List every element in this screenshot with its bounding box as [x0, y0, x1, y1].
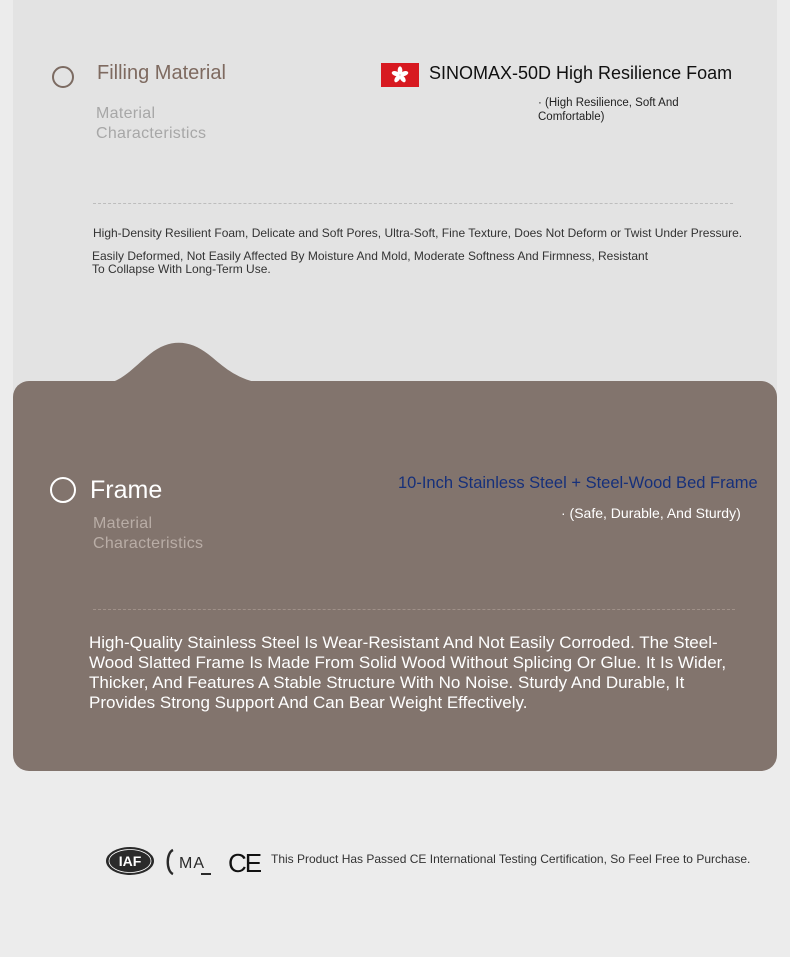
frame-circle-icon — [50, 477, 76, 503]
frame-description: High-Quality Stainless Steel Is Wear-Resistant And Not Easily Corroded. The Steel-Wood Slatted Frame Is Made From Solid Wood Without Splicing Or Glue. It Is Wider, Thicker, And Features A Stable Structure With No Noise. Sturdy And Durable, It Provides Strong Support And Can Bear Weight Effectively. — [89, 633, 727, 712]
frame-product-name: 10-Inch Stainless Steel + Steel-Wood Bed Frame — [398, 474, 758, 492]
ce-mark-logo — [227, 846, 271, 876]
ce-mark-text: CE — [228, 848, 261, 876]
filling-divider — [93, 203, 733, 204]
iaf-logo — [105, 846, 155, 876]
filling-product-note: · (High Resilience, Soft And Comfortable) — [538, 97, 679, 123]
iaf-logo-text: IAF — [118, 853, 142, 869]
filling-description-line2: Easily Deformed, Not Easily Affected By Moisture And Mold, Moderate Softness And Firmness, Resistant To Collapse With Long-Term Use. — [92, 249, 649, 276]
certification-text: This Product Has Passed CE International Testing Certification, So Feel Free to Purchase. — [271, 852, 751, 866]
filling-subtitle: Material Characteristics — [96, 105, 207, 142]
cma-logo-text: MA — [179, 855, 205, 872]
frame-title: Frame — [90, 476, 163, 504]
cma-logo — [165, 848, 215, 876]
filling-circle-icon — [52, 66, 74, 88]
frame-tab-bump — [90, 340, 290, 386]
frame-divider — [93, 609, 735, 610]
frame-product-note: · (Safe, Durable, And Sturdy) — [561, 505, 741, 521]
filling-title: Filling Material — [97, 62, 226, 84]
hong-kong-flag-icon — [381, 63, 419, 87]
filling-description-line1: High-Density Resilient Foam, Delicate and Soft Pores, Ultra-Soft, Fine Texture, Does Not Deform or Twist Under Pressure. — [93, 226, 743, 240]
frame-subtitle: Material Characteristics — [93, 515, 204, 552]
bauhinia-icon — [391, 66, 409, 84]
filling-product-name: SINOMAX-50D High Resilience Foam — [429, 63, 733, 83]
